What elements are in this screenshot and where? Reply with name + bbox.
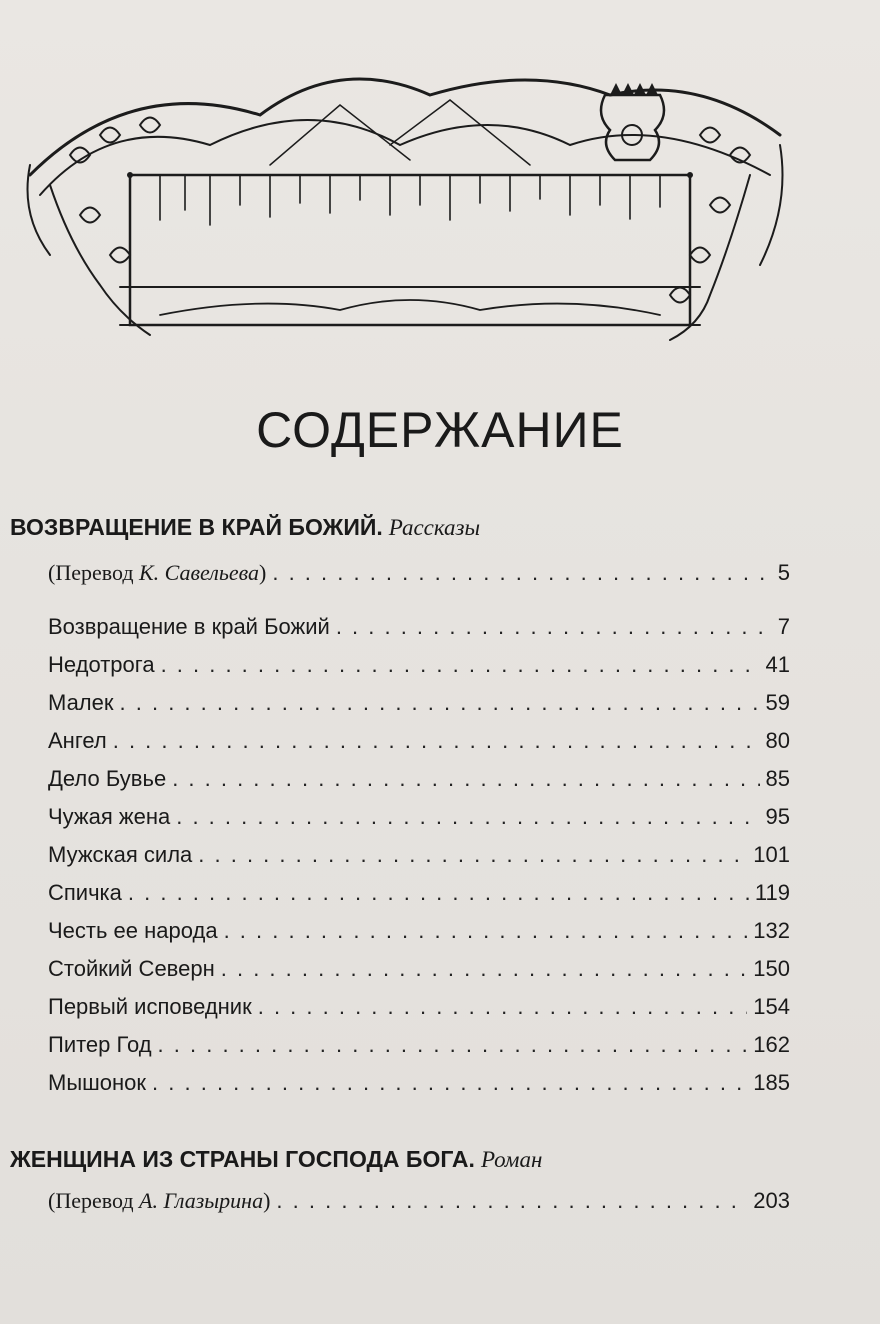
dot-leader [128, 878, 749, 908]
translator-label: (Перевод К. Савельева) [48, 560, 267, 585]
translator-name: А. Глазырина [139, 1188, 264, 1213]
page-number: 85 [765, 766, 790, 791]
translator-name: К. Савельева [139, 560, 260, 585]
ornamental-vignette-icon [10, 55, 790, 345]
section-title-text: ЖЕНЩИНА ИЗ СТРАНЫ ГОСПОДА БОГА. [10, 1146, 475, 1172]
section-title-text: ВОЗВРАЩЕНИЕ В КРАЙ БОЖИЙ. [10, 514, 383, 540]
toc-entry[interactable] [48, 1030, 790, 1060]
section-title-1 [10, 512, 480, 543]
translator-line-1 [48, 558, 790, 588]
toc-entry[interactable] [48, 688, 790, 718]
translator-line-2 [48, 1186, 790, 1216]
dot-leader [113, 726, 760, 756]
toc-entry-title: Недотрога [48, 652, 155, 677]
page-number: 41 [765, 652, 790, 677]
toc-entry-title: Спичка [48, 880, 122, 905]
dot-leader [161, 650, 760, 680]
toc-entry-title: Первый исповедник [48, 994, 252, 1019]
section-genre: Рассказы [388, 515, 481, 540]
toc-entry[interactable] [48, 612, 790, 642]
dot-leader [198, 840, 747, 870]
page-number: 5 [777, 560, 790, 585]
page-number: 101 [753, 842, 790, 867]
dot-leader [336, 612, 772, 642]
toc-entry[interactable] [48, 840, 790, 870]
toc-entry[interactable] [48, 764, 790, 794]
page-number: 154 [753, 994, 790, 1019]
toc-entry-title: Малек [48, 690, 114, 715]
section-genre: Роман [480, 1147, 543, 1172]
page-title: СОДЕРЖАНИЕ [256, 402, 624, 458]
toc-entry-title: Возвращение в край Божий [48, 614, 330, 639]
dot-leader [272, 558, 771, 588]
toc-entry-title: Дело Бувье [48, 766, 167, 791]
dot-leader [276, 1186, 747, 1216]
page-number: 59 [765, 690, 790, 715]
page-number: 7 [777, 614, 790, 639]
toc-entry[interactable] [48, 878, 790, 908]
page-number: 185 [753, 1070, 790, 1095]
toc-entry-title: Честь ее народа [48, 918, 218, 943]
translator-label: (Перевод А. Глазырина) [48, 1188, 271, 1213]
dot-leader [221, 954, 748, 984]
section-title-2 [10, 1144, 542, 1175]
toc-entry[interactable] [48, 650, 790, 680]
page-number: 95 [765, 804, 790, 829]
toc-entry-title: Ангел [48, 728, 107, 753]
dot-leader [176, 802, 759, 832]
dot-leader [172, 764, 759, 794]
toc-entry-title: Мужская сила [48, 842, 193, 867]
toc-entry-title: Питер Год [48, 1032, 152, 1057]
toc-entry[interactable] [48, 916, 790, 946]
dot-leader [158, 1030, 748, 1060]
page-number: 119 [754, 880, 790, 905]
page-number: 80 [765, 728, 790, 753]
toc-entry-title: Стойкий Северн [48, 956, 215, 981]
page-number: 203 [753, 1188, 790, 1213]
dot-leader [258, 992, 748, 1022]
toc-entry[interactable] [48, 1068, 790, 1098]
page-number: 162 [753, 1032, 790, 1057]
dot-leader [120, 688, 760, 718]
dot-leader [224, 916, 748, 946]
toc-entry[interactable] [48, 992, 790, 1022]
page-number: 132 [753, 918, 790, 943]
toc-entry-title: Мышонок [48, 1070, 147, 1095]
toc-entry[interactable] [48, 954, 790, 984]
page-number: 150 [753, 956, 790, 981]
dot-leader [152, 1068, 747, 1098]
toc-entry[interactable] [48, 726, 790, 756]
toc-entry-title: Чужая жена [48, 804, 171, 829]
toc-entry[interactable] [48, 802, 790, 832]
